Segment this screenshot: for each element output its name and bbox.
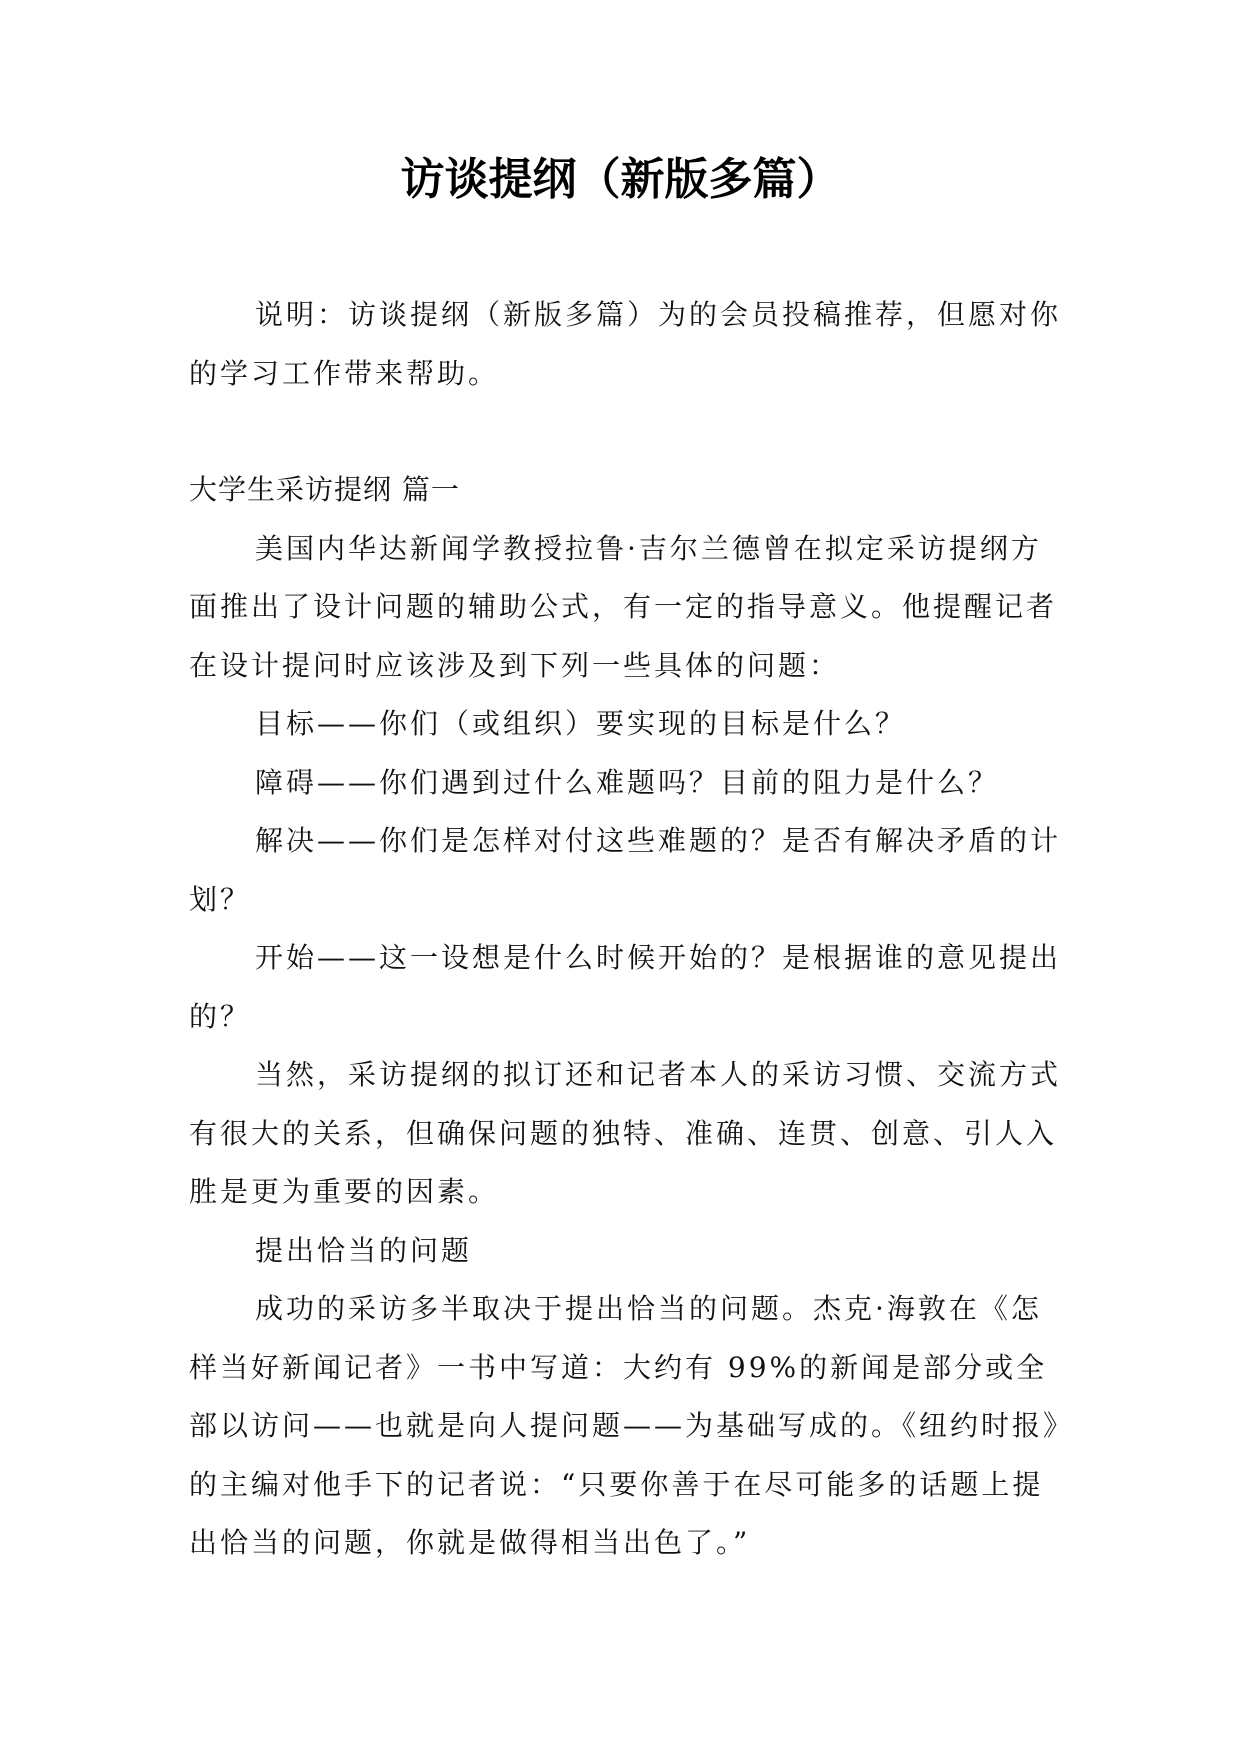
subheading: 提出恰当的问题 xyxy=(255,1233,473,1267)
body-paragraph: 开始——这一设想是什么时候开始的？是根据谁的意见提出的？ xyxy=(189,941,1062,1033)
section-heading: 大学生采访提纲 篇一 xyxy=(189,473,460,506)
body-paragraph: 目标——你们（或组织）要实现的目标是什么？ xyxy=(255,707,907,740)
document-body xyxy=(189,286,1069,1573)
intro-paragraph: 说明：访谈提纲（新版多篇）为的会员投稿推荐，但愿对你的学习工作带来帮助。 xyxy=(189,298,1062,390)
body-paragraph: 解决——你们是怎样对付这些难题的？是否有解决矛盾的计划？ xyxy=(189,824,1062,916)
body-paragraph: 当然，采访提纲的拟订还和记者本人的采访习惯、交流方式有很大的关系，但确保问题的独特、准确、连贯、创意、引人入胜是更为重要的因素。 xyxy=(189,1058,1062,1208)
spacer xyxy=(189,403,1069,461)
document-title: 访谈提纲（新版多篇） xyxy=(400,154,841,205)
body-paragraph: 成功的采访多半取决于提出恰当的问题。杰克·海敦在《怎样当好新闻记者》一书中写道：大约有 99%的新闻是部分或全部以访问——也就是向人提问题——为基础写成的。《纽约时报》的主编对他手下的记者说：“只要你善于在尽可能多的话题上提出恰当的问题，你就是做得相当出色了。” xyxy=(189,1292,1061,1559)
body-paragraph: 美国内华达新闻学教授拉鲁·吉尔兰德曾在拟定采访提纲方面推出了设计问题的辅助公式，有一定的指导意义。他提醒记者在设计提问时应该涉及到下列一些具体的问题： xyxy=(189,531,1058,682)
body-paragraph: 障碍——你们遇到过什么难题吗？目前的阻力是什么？ xyxy=(255,765,1000,799)
